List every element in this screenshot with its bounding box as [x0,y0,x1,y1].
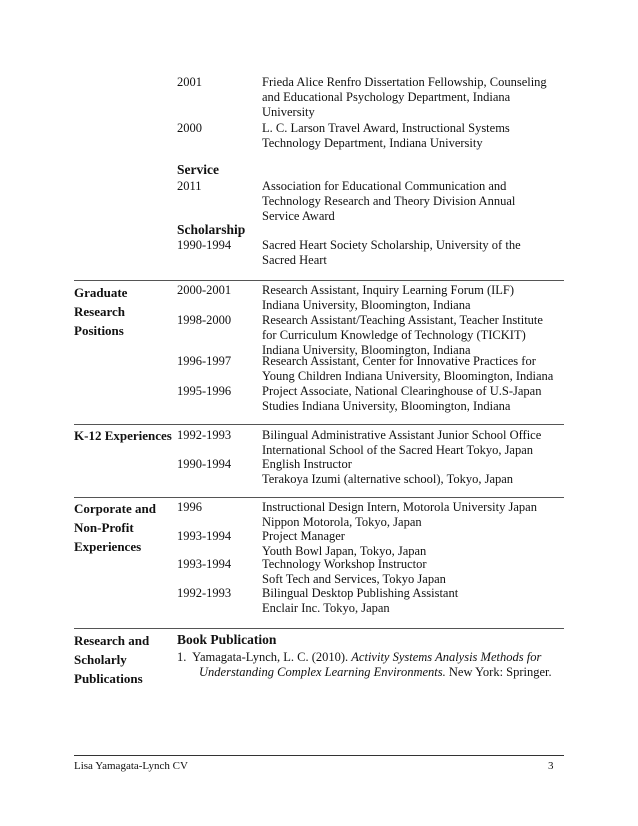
entry-description: Technology Workshop Instructor Soft Tech and Services, Tokyo Japan [262,557,446,586]
publication-title: Activity Systems Analysis Methods for [351,650,542,664]
entry-year: 2000-2001 [177,283,232,297]
entry-description: Bilingual Desktop Publishing Assistant Enclair Inc. Tokyo, Japan [262,586,459,615]
scholarship-year: 1990-1994 [177,238,232,252]
entry-year: 1996 [177,500,202,514]
entry-description: Project Associate, National Clearinghouse of U.S-Japan Studies Indiana University, Bloomington, Indiana [262,384,542,413]
scholarship-description: Sacred Heart Society Scholarship, University of the Sacred Heart [262,238,521,267]
award-year: 2001 [177,75,202,89]
section-divider [74,280,564,281]
publication-title-continued: Understanding Complex Learning Environments. [199,665,446,679]
scholarship-heading: Scholarship [177,222,246,237]
entry-description: Research Assistant, Center for Innovative Practices for Young Children Indiana University, Bloomington, Indiana [262,354,554,383]
entry-year: 1998-2000 [177,313,232,327]
footer-divider [74,755,564,756]
entry-description: Project Manager Youth Bowl Japan, Tokyo, Japan [262,529,427,558]
section-title-k12: K-12 Experiences [74,428,172,443]
award-description: L. C. Larson Travel Award, Instructional Systems Technology Department, Indiana University [262,121,510,150]
book-publication-heading: Book Publication [177,632,277,647]
footer-author: Lisa Yamagata-Lynch CV [74,760,188,772]
entry-year: 1993-1994 [177,557,232,571]
section-divider [74,497,564,498]
publication-authors: Yamagata-Lynch, L. C. (2010). [192,650,349,664]
award-year: 2000 [177,121,202,135]
section-divider [74,424,564,425]
publication-publisher: New York: Springer. [448,665,552,679]
entry-year: 1995-1996 [177,384,232,398]
service-year: 2011 [177,179,202,193]
entry-description: Instructional Design Intern, Motorola University Japan Nippon Motorola, Tokyo, Japan [262,500,537,529]
entry-year: 1992-1993 [177,428,232,442]
service-heading: Service [177,162,219,177]
award-description: Frieda Alice Renfro Dissertation Fellowship, Counseling and Educational Psychology Department, Indiana University [262,75,547,119]
section-divider [74,628,564,629]
entry-description: Bilingual Administrative Assistant Junior School Office International School of the Sacred Heart Tokyo, Japan [262,428,542,457]
entry-description: Research Assistant, Inquiry Learning Forum (ILF) Indiana University, Bloomington, Indiana [262,283,515,312]
entry-description: Research Assistant/Teaching Assistant, Teacher Institute for Curriculum Knowledge of Technology (TICKIT) Indiana University, Bloomington, Indiana [262,313,543,357]
entry-year: 1993-1994 [177,529,232,543]
section-title-corporate: Corporate and Non-Profit Experiences [74,501,156,554]
entry-description: English Instructor Terakoya Izumi (alternative school), Tokyo, Japan [262,457,514,486]
entry-year: 1990-1994 [177,457,232,471]
publication-entry [177,650,567,680]
entry-year: 1992-1993 [177,586,232,600]
section-title-publications: Research and Scholarly Publications [74,633,150,686]
entry-year: 1996-1997 [177,354,232,368]
section-title-graduate-research: Graduate Research Positions [74,285,128,338]
publication-number: 1. [177,650,187,664]
service-description: Association for Educational Communication and Technology Research and Theory Division Annual Service Award [262,179,516,223]
footer-page-number: 3 [548,760,554,772]
